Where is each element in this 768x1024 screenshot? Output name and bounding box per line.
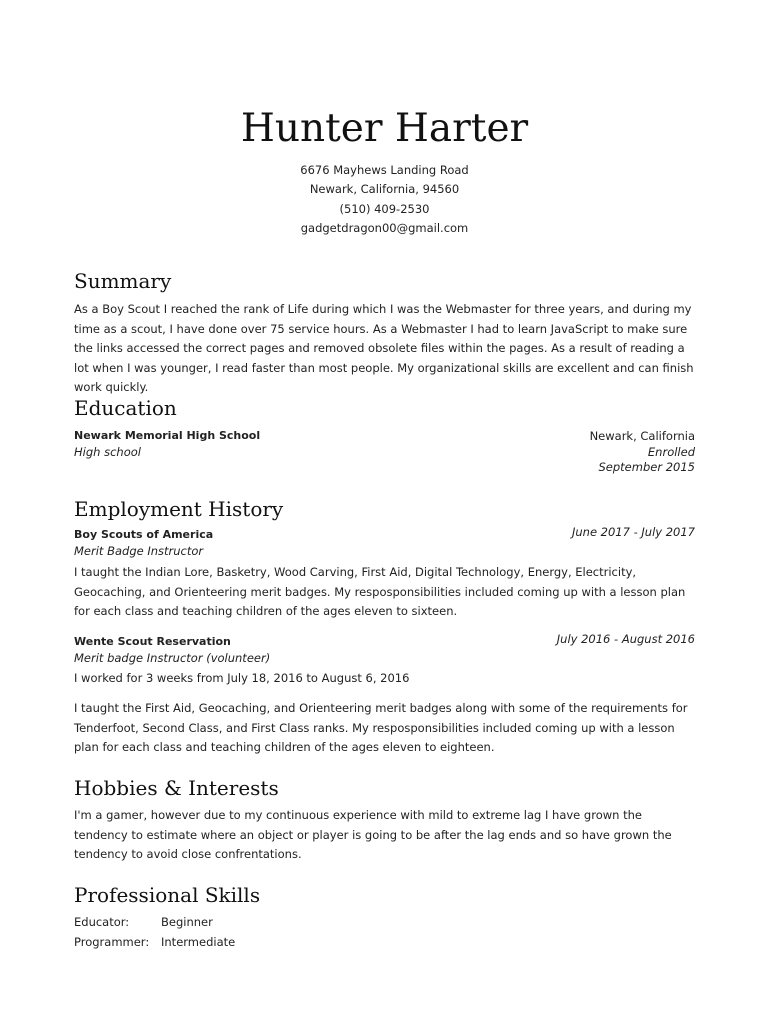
summary-text: As a Boy Scout I reached the rank of Life during which I was the Webmaster for three years, and during my time as a scout, I have done over 75 service hours. As a Webmaster I had to learn JavaScript to make sure the links accessed the correct pages and removed obsolete files within the pages. As a result of reading a lot when I was younger, I read faster than most people. My organizational skills are excellent and can finish work quickly. [74,302,694,394]
job-2-header [74,634,695,650]
education-date: September 2015 [598,460,695,474]
job-1-role-row [74,543,695,559]
employment-heading: Employment History [74,497,284,521]
address-line-2: Newark, California, 94560 [309,182,460,197]
education-status: Enrolled [647,445,695,459]
email-address: gadgetdragon00@gmail.com [300,220,469,235]
resume-name: Hunter Harter [240,106,529,151]
job-2-role-row [74,650,695,666]
phone-number: (510) 409-2530 [339,201,430,216]
contact-info [74,161,695,238]
education-row-1 [74,428,695,444]
education-row-2 [74,444,695,460]
job-1-role: Merit Badge Instructor [74,544,204,558]
job-1-description: I taught the Indian Lore, Basketry, Wood Carving, First Aid, Digital Technology, Energy, Electricity, Geocaching, and Orienteering merit badges. My resposponsibilities included coming up with a lesson plan for each class and teaching children of the ages eleven to sixteen. [74,565,686,618]
resume-page [74,0,695,1024]
summary-heading: Summary [74,269,172,293]
job-2-description-2: I taught the First Aid, Geocaching, and Orienteering merit badges along with some of the requirements for Tenderfoot, Second Class, and First Class ranks. My resposponsibilities included coming up with a lesson plan for each class and teaching children of the ages eleven to eighteen. [74,701,688,754]
skills-heading: Professional Skills [74,883,261,907]
skill-label: Educator: [74,915,130,929]
job-1-employer: Boy Scouts of America [74,528,214,541]
skill-level: Intermediate [161,935,236,949]
education-heading: Education [74,396,177,420]
job-1-header [74,527,695,543]
education-row-3 [74,459,695,475]
job-1-dates: June 2017 - July 2017 [571,525,695,539]
degree: High school [74,445,141,459]
job-2-description-1: I worked for 3 weeks from July 18, 2016 to August 6, 2016 [74,671,410,685]
school-location: Newark, California [589,429,695,443]
address-line-1: 6676 Mayhews Landing Road [300,163,469,177]
job-2-employer: Wente Scout Reservation [74,635,231,648]
skill-label: Programmer: [74,935,150,949]
hobbies-text: I'm a gamer, however due to my continuous experience with mild to extreme lag I have grown the tendency to estimate where an object or player is going to be after the lag ends and so have grown the tendency to avoid close confrentations. [74,808,672,861]
school-name: Newark Memorial High School [74,429,261,442]
job-2-role: Merit badge Instructor (volunteer) [74,651,271,665]
skill-level: Beginner [161,915,213,929]
hobbies-heading: Hobbies & Interests [74,776,279,800]
job-2-dates: July 2016 - August 2016 [556,632,695,646]
